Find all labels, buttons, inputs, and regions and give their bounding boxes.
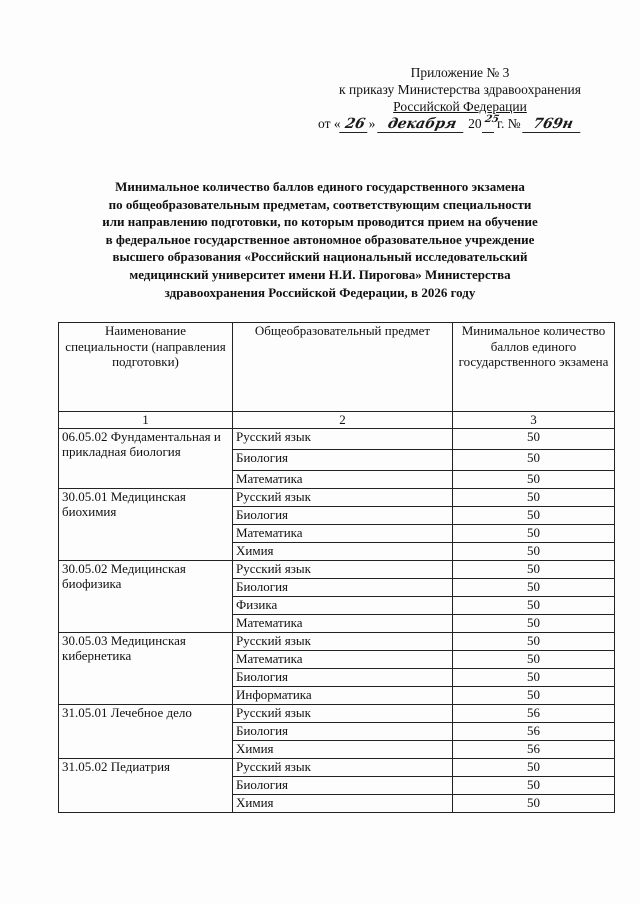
- subject-cell: Химия: [233, 740, 453, 758]
- score-cell: 50: [453, 758, 615, 776]
- header-min-score: Минимальное количество баллов единого государственного экзамена: [453, 323, 615, 412]
- handwritten-year: 25: [483, 114, 500, 125]
- score-cell: 50: [453, 614, 615, 632]
- score-cell: 56: [453, 704, 615, 722]
- table-header-row: [59, 323, 615, 412]
- score-cell: 50: [453, 560, 615, 578]
- subject-cell: Математика: [233, 524, 453, 542]
- specialty-cell: 31.05.01 Лечебное дело: [59, 704, 233, 758]
- score-cell: 50: [453, 776, 615, 794]
- subject-cell: Русский язык: [233, 428, 453, 449]
- subject-cell: Математика: [233, 470, 453, 488]
- title-line: по общеобразовательным предметам, соответствующим специальности: [108, 196, 532, 212]
- date-mid: »: [368, 116, 376, 131]
- score-cell: 56: [453, 722, 615, 740]
- subject-cell: Биология: [233, 722, 453, 740]
- score-cell: 50: [453, 524, 615, 542]
- column-number-row: [59, 412, 615, 429]
- subject-cell: Математика: [233, 614, 453, 632]
- header-subject: Общеобразовательный предмет: [233, 323, 453, 412]
- table-row: [59, 428, 615, 449]
- column-number: 2: [233, 412, 453, 429]
- subject-cell: Русский язык: [233, 632, 453, 650]
- appendix-ministry: Российской Федерации: [393, 99, 527, 114]
- score-cell: 50: [453, 794, 615, 812]
- subject-cell: Физика: [233, 596, 453, 614]
- score-cell: 50: [453, 668, 615, 686]
- handwritten-day: 26: [339, 116, 371, 133]
- date-prefix: от «: [318, 116, 341, 131]
- subject-cell: Химия: [233, 542, 453, 560]
- title-line: высшего образования «Российский национальный исследовательский: [112, 249, 528, 265]
- title-line: или направлению подготовки, по которым проводится прием на обучение: [102, 214, 538, 230]
- handwritten-order-number: 769н: [522, 116, 584, 133]
- title-line: здравоохранения Российской Федерации, в 2026 году: [164, 284, 476, 300]
- table-row: [59, 704, 615, 722]
- score-cell: 50: [453, 428, 615, 449]
- score-cell: 50: [453, 596, 615, 614]
- score-cell: 50: [453, 470, 615, 488]
- document-title: [70, 178, 570, 301]
- title-line: медицинский университет имени Н.И. Пирогова» Министерства: [129, 266, 511, 282]
- title-line: Минимальное количество баллов единого государственного экзамена: [115, 179, 525, 194]
- score-cell: 56: [453, 740, 615, 758]
- subject-cell: Биология: [233, 578, 453, 596]
- subject-cell: Информатика: [233, 686, 453, 704]
- subject-cell: Русский язык: [233, 488, 453, 506]
- table-row: [59, 758, 615, 776]
- specialty-cell: 30.05.01 Медицинская биохимия: [59, 488, 233, 560]
- appendix-number: Приложение № 3: [410, 65, 510, 80]
- appendix-block: [300, 64, 620, 115]
- score-cell: 50: [453, 578, 615, 596]
- subject-cell: Биология: [233, 449, 453, 470]
- handwritten-month: декабря: [377, 116, 467, 133]
- score-cell: 50: [453, 488, 615, 506]
- appendix-order-ref: к приказу Министерства здравоохранения: [339, 82, 581, 97]
- score-cell: 50: [453, 632, 615, 650]
- column-number: 1: [59, 412, 233, 429]
- subject-cell: Биология: [233, 776, 453, 794]
- subject-cell: Биология: [233, 506, 453, 524]
- specialty-cell: 30.05.03 Медицинская кибернетика: [59, 632, 233, 704]
- specialty-cell: 30.05.02 Медицинская биофизика: [59, 560, 233, 632]
- subject-cell: Химия: [233, 794, 453, 812]
- order-date-line: [318, 114, 618, 133]
- header-specialty: Наименование специальности (направления подготовки): [59, 323, 233, 412]
- table-row: [59, 632, 615, 650]
- specialty-cell: 06.05.02 Фундаментальная и прикладная биология: [59, 428, 233, 488]
- scores-table: [58, 322, 615, 813]
- subject-cell: Русский язык: [233, 704, 453, 722]
- subject-cell: Биология: [233, 668, 453, 686]
- order-number-label: г. №: [496, 116, 521, 131]
- subject-cell: Русский язык: [233, 560, 453, 578]
- title-line: в федеральное государственное автономное образовательное учреждение: [105, 231, 535, 247]
- subject-cell: Русский язык: [233, 758, 453, 776]
- column-number: 3: [453, 412, 615, 429]
- subject-cell: Математика: [233, 650, 453, 668]
- table-row: [59, 560, 615, 578]
- score-cell: 50: [453, 650, 615, 668]
- score-cell: 50: [453, 506, 615, 524]
- specialty-cell: 31.05.02 Педиатрия: [59, 758, 233, 812]
- score-cell: 50: [453, 686, 615, 704]
- score-cell: 50: [453, 449, 615, 470]
- table-row: [59, 488, 615, 506]
- score-cell: 50: [453, 542, 615, 560]
- year-prefix: 20: [468, 116, 482, 131]
